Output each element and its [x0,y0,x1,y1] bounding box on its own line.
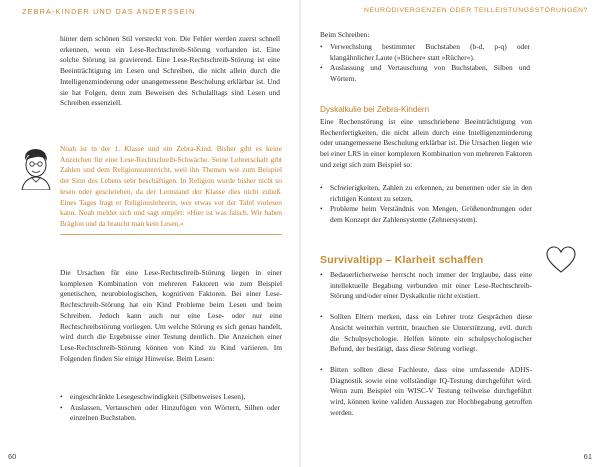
right-page [300,0,600,467]
running-header-right: NEURODIVERGENZEN ODER TEILLEISTUNGSSTÖRUNGEN? [363,7,588,14]
page-number-left: 60 [8,452,17,461]
list-item: • Bedauerlicherweise herrscht noch immer der Irrglaube, dass eine intellektuelle Begabung verbunden mit einer Lese-Rechtschreib-Störung und/oder einer Dyskalkulie nicht existiert. [320,270,532,302]
survival-tip-heading: Survivaltipp – Klarheit schaffen [320,254,484,266]
left-paragraph-2: Die Ursachen für eine Lese-Rechtschreib-Störung liegen in einer komplexen Kombination von mehreren Faktoren wie zum Beispiel genetischen, neurobiologischen, kognitiven Faktoren. Bei einer Lese-Rechtschreib-Störung hat ein Kind Probleme beim Lesen und beim Schreiben. Jedoch kann auch nur eine Lese- oder nur eine Rechtschreibstörung vorliegen. Um welche Störung es sich genau handelt, wird durch die Ergebnisse einer Testung deutlich. Die Anzeichen einer Lese-Rechtschreib-Störung können von Kind zu Kind variieren. Im Folgenden finden Sie einige Hinweise. Beim Lesen: [60,268,282,363]
list-item: • Sollten Eltern merken, dass ein Lehrer trotz Gesprächen diese Ansicht weiterhin vertritt, brauchen sie Unterstützung, evtl. durch die Schulpsychologie. Helfen könnte ein schulpsychologischer Befund, der bestätigt, dass diese Störung vorliegt. [320,312,532,355]
list-item: • Verwechslung bestimmter Buchstaben (b-d, p-q) oder klangähnlicher Laute (»Bücher« statt »Rücher«). [320,42,530,63]
heart-outline-icon [545,245,577,275]
boy-portrait-icon [18,146,54,190]
list-item: • Auslassen, Vertauschen oder Hinzufügen von Wörtern, Silben oder einzelnen Buchstaben. [60,403,280,424]
writing-intro: Beim Schreiben: [320,30,370,39]
dyscalculia-heading: Dyskalkulie bei Zebra-Kindern [320,105,430,114]
left-paragraph-1: hinter dem schönen Stil versteckt von. Die Fehler werden zuerst schnell erkennen, wenn ein Lese-Rechtschreib-Störung vorhanden ist. Eine solche Störung ist gravierend. Eine Lese-Rechtschreib-Störung ist eine Beeinträchtigung im Lesen und Schreiben, die nicht allein durch die Intelligenzminderung oder unangemessene Beschulung erklärbar ist. Und sie hat Folgen, denn zum Beweisen des Schulalltags sind Lesen und Schreiben essenziell. [60,34,280,108]
page-number-right: 61 [583,452,592,461]
list-item: • Auslassung und Vertauschung von Buchstaben, Silben und Wörtern. [320,63,530,84]
list-item: • Probleme beim Verständnis von Mengen, Größenordnungen oder dem Konzept der Zahlensysteme (Zehnersystem). [320,204,532,225]
noah-story-box [60,144,282,235]
list-item: • Bitten sollten diese Fachleute, dass eine umfassende ADHS-Diagnostik sowie eine vollständige IQ-Testung durchgeführt wird. Wenn zum Beispiel ein WISC-V Testung teilweise durchgeführt wird, können keine validen Aussagen zur Hochbegabung getroffen werden. [320,365,532,419]
box-rule [60,234,282,235]
writing-signs-list [320,42,530,85]
survival-tip-list [320,270,532,428]
list-item: • eingeschränkte Lesegeschwindigkeit (Silbenweises Lesen), [60,392,280,403]
noah-story-text: Noah ist in der 1. Klasse und ein Zebra-Kind. Bisher gibt es keine Anzeichen für eine Lese-Rechtschreib-Schwäche. Seine Lehrerschaft gibt Zahlen und dem Religionsunterricht, weil ihn Themen wie zum Beispiel der Sinn des Lebens sehr beschäftigen. In Religion wurde bisher nicht so lesen oder geschrieben, da der Lernstand der Klasse dies nicht zuließ. Eines Tages fragt er Religionslehrerin, wer etwas vor der Tafel vorlesen kann. Noah meldet sich und sagt empört: »Hier ist was falsch. Wir haben Bräglon und da braucht man kein Lesen.« [60,144,282,228]
dyscalculia-signs-list [320,183,532,226]
reading-signs-list [60,392,280,424]
list-item: • Schwierigkeiten, Zahlen zu erkennen, zu benennen oder sie in den richtigen Kontext zu setzen, [320,183,532,204]
dyscalculia-paragraph: Eine Rechenstörung ist eine umschriebene Beeinträchtigung von Rechenfertigkeiten, die nicht allein durch eine Intelligenzminderung oder unangemessene Beschulung erklärbar ist. Die Ursachen liegen wie bei einer LRS in einer komplexen Kombination von mehreren Faktoren und zeigt sich zum Beispiel so: [320,117,532,169]
running-header-left: ZEBRA-KINDER UND DAS ANDERSSEIN [22,7,196,16]
